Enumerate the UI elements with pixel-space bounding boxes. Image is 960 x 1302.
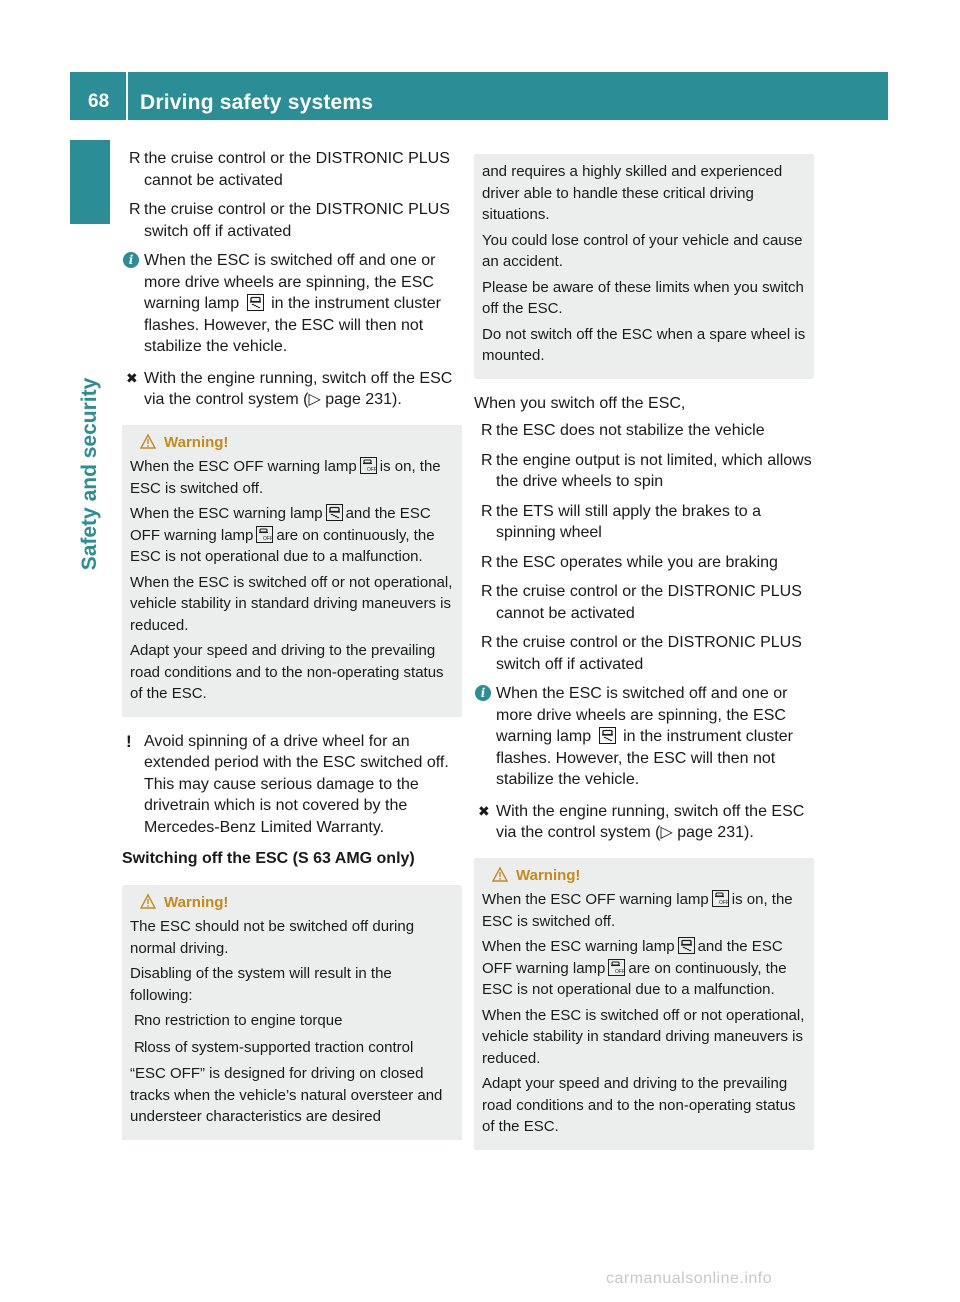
- info-note: i When the ESC is switched off and one or more drive wheels are spinning, the ESC warning lamp in the instrument cluster flashes. However, the ESC will then not stabilize the vehicle.: [474, 683, 814, 791]
- info-note: i When the ESC is switched off and one or more drive wheels are spinning, the ESC warning lamp in the instrument cluster flashes. However, the ESC will then not stabilize the vehicle.: [122, 250, 462, 358]
- bullet-icon: R: [481, 553, 493, 571]
- page-title: Driving safety systems: [140, 91, 374, 114]
- list-item: R the cruise control or the DISTRONIC PLUS cannot be activated: [129, 150, 450, 189]
- esc-off-lamp-icon: [360, 457, 377, 474]
- svg-text:OFF: OFF: [263, 535, 274, 542]
- section-subheading: Switching off the ESC (S 63 AMG only): [122, 850, 415, 867]
- esc-off-lamp-icon: [608, 959, 625, 976]
- list-item: R the cruise control or the DISTRONIC PLUS switch off if activated: [481, 634, 802, 673]
- warning-box: Warning! When the ESC OFF warning lamp OFF is on, the ESC is switched off. When the ESC warning lamp and the ESC OFF warning lamp OFF are on continuously, the ESC is not operational due to a malfunction. When the ESC is switched off or not operational, vehicle stability in standard driving maneuvers is reduced. Adapt your speed and driving to the prevailing road conditions and to the non-operating status of the ESC.: [122, 425, 462, 717]
- left-column: [122, 148, 462, 1140]
- page-number: 68: [88, 91, 110, 112]
- instruction-step: ✖ With the engine running, switch off the ESC via the control system (▷ page 231).: [126, 369, 453, 408]
- warning-box: Warning! The ESC should not be switched off during normal driving. Disabling of the system will result in the following: R no restriction to engine torque R loss of system-supported traction control “ESC OFF” is designed for driving on closed tracks when the vehicle’s natural oversteer and understeer characteristics are desired: [122, 885, 462, 1140]
- list-item: R the ESC operates while you are braking: [474, 552, 814, 574]
- list-item: R the engine output is not limited, which allows the drive wheels to spin: [481, 451, 812, 490]
- warning-triangle-icon: [140, 894, 156, 916]
- watermark: carmanualsonline.info: [606, 1270, 773, 1287]
- page-ref-triangle-icon: ▷: [308, 391, 326, 408]
- warning-triangle-icon: [492, 867, 508, 889]
- bullet-icon: R: [481, 583, 493, 600]
- esc-warning-lamp-icon: [678, 937, 695, 954]
- warning-heading: Warning!: [130, 432, 454, 454]
- list-item: R the cruise control or the DISTRONIC PLUS cannot be activated: [481, 583, 802, 622]
- esc-off-lamp-icon: [256, 526, 273, 543]
- bullet-icon: R: [129, 150, 141, 167]
- info-icon: i: [123, 252, 139, 268]
- esc-warning-lamp-icon: [326, 504, 343, 521]
- bullet-icon: R: [134, 1012, 145, 1029]
- esc-warning-lamp-icon: [599, 727, 616, 744]
- svg-text:OFF: OFF: [718, 900, 729, 906]
- info-icon: i: [475, 685, 491, 701]
- bullet-icon: R: [481, 422, 493, 439]
- warning-box: Warning! When the ESC OFF warning lamp OFF is on, the ESC is switched off. When the ESC warning lamp and the ESC OFF warning lamp OFF are on continuously, the ESC is not operational due to a malfunction. When the ESC is switched off or not operational, vehicle stability in standard driving maneuvers is reduced. Adapt your speed and driving to the prevailing road conditions and to the non-operating status of the ESC.: [474, 858, 814, 1150]
- page-reference-link[interactable]: page 231: [677, 824, 744, 841]
- caution-icon: !: [126, 731, 132, 751]
- page-reference-link[interactable]: page 231: [325, 391, 392, 408]
- header-divider: [126, 72, 128, 120]
- list-item: R the ETS will still apply the brakes to a spinning wheel: [481, 502, 762, 541]
- svg-text:OFF: OFF: [366, 467, 377, 473]
- caution-note: ! Avoid spinning of a drive wheel for an extended period with the ESC switched off. This may cause serious damage to the drivetrain which is not covered by the Mercedes-Benz Limited Warranty.: [126, 731, 449, 836]
- bullet-icon: R: [481, 502, 493, 520]
- bullet-icon: R: [129, 201, 141, 218]
- section-tab: [70, 140, 110, 224]
- esc-warning-lamp-icon: [247, 294, 264, 311]
- warning-heading: Warning!: [482, 865, 806, 887]
- list-item: R loss of system-supported traction control: [130, 1037, 454, 1059]
- list-item: R the cruise control or the DISTRONIC PLUS switch off if activated: [129, 201, 450, 240]
- action-arrow-icon: ✖: [478, 802, 490, 819]
- action-arrow-icon: ✖: [126, 369, 138, 386]
- bullet-icon: R: [481, 451, 493, 469]
- bullet-icon: R: [134, 1038, 145, 1056]
- esc-off-lamp-icon: [712, 890, 729, 907]
- list-item: R no restriction to engine torque: [130, 1010, 454, 1032]
- warning-triangle-icon: [140, 434, 156, 456]
- warning-heading: Warning!: [130, 892, 454, 914]
- page-ref-triangle-icon: ▷: [660, 824, 678, 841]
- right-column: [474, 158, 814, 1164]
- intro-text: When you switch off the ESC,: [474, 394, 686, 412]
- instruction-step: ✖ With the engine running, switch off the ESC via the control system (▷ page 231).: [478, 802, 805, 841]
- section-title: Safety and security: [78, 377, 101, 571]
- warning-box-continued: and requires a highly skilled and experienced driver able to handle these critical driving situations. You could lose control of your vehicle and cause an accident. Please be aware of these limits when you switch off the ESC. Do not switch off the ESC when a spare wheel is mounted.: [474, 154, 814, 379]
- svg-text:OFF: OFF: [615, 968, 626, 975]
- bullet-icon: R: [481, 634, 493, 651]
- list-item: R the ESC does not stabilize the vehicle: [474, 420, 814, 442]
